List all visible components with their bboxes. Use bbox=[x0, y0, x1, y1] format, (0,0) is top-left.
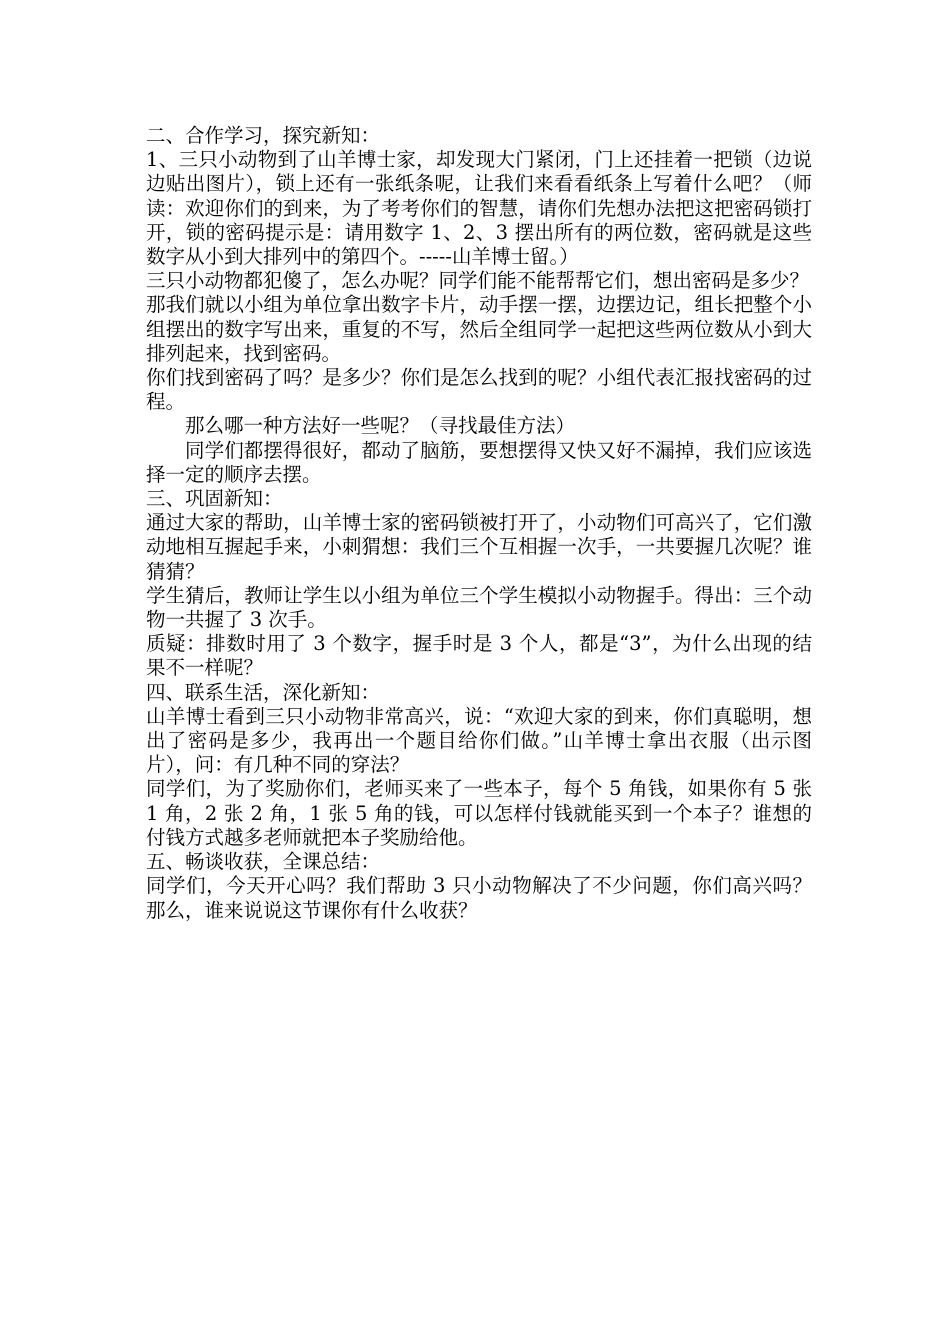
section-heading-consolidate: 三、巩固新知： bbox=[146, 487, 283, 511]
paragraph-order-summary: 同学们都摆得很好，都动了脑筋，要想摆得又快又好不漏掉，我们应该选择一定的顺序去摆。 bbox=[146, 438, 812, 486]
section-heading-summary: 五、畅谈收获，全课总结： bbox=[146, 850, 381, 874]
paragraph-group-activity: 那我们就以小组为单位拿出数字卡片，动手摆一摆，边摆边记，组长把整个小组摆出的数字写出来，重复的不写，然后全组同学一起把这些两位数从小到大排列起来，找到密码。 bbox=[146, 293, 812, 365]
paragraph-handshake-question: 通过大家的帮助，山羊博士家的密码锁被打开了，小动物们可高兴了，它们激动地相互握起手来，小刺猬想：我们三个互相握一次手，一共要握几次呢？谁猜猜？ bbox=[146, 511, 812, 583]
paragraph-question-difference: 质疑：排数时用了 3 个数字，握手时是 3 个人，都是“3”，为什么出现的结果不一样呢？ bbox=[146, 632, 812, 680]
paragraph-best-method: 那么哪一种方法好一些呢？（寻找最佳方法） bbox=[185, 414, 576, 438]
paragraph-money-question: 同学们，为了奖励你们，老师买来了一些本子，每个 5 角钱，如果你有 5 张 1 角，2 张 2 角，1 张 5 角的钱，可以怎样付钱就能买到一个本子？谁想的付钱方式越多老师就把本子奖励给他。 bbox=[146, 777, 812, 849]
document-body bbox=[146, 124, 812, 923]
paragraph-clothes-question: 山羊博士看到三只小动物非常高兴，说：“欢迎大家的到来，你们真聪明，想出了密码是多少，我再出一个题目给你们做。”山羊博士拿出衣服（出示图片），问：有几种不同的穿法？ bbox=[146, 704, 812, 777]
paragraph-password-lock-story: 1、三只小动物到了山羊博士家，却发现大门紧闭，门上还挂着一把锁（边说边贴出图片），锁上还有一张纸条呢，让我们来看看纸条上写着什么吧？（师读：欢迎你们的到来，为了考考你们的智慧，请你们先想办法把这把密码锁打开，锁的密码提示是：请用数字 1、2、3 摆出所有的两位数，密码就是这些数字从小到大排列中的第四个。-----山羊博士留。） bbox=[146, 148, 812, 269]
paragraph-animals-confused: 三只小动物都犯傻了，怎么办呢？同学们能不能帮帮它们，想出密码是多少？ bbox=[146, 269, 810, 293]
section-heading-cooperative-learning: 二、合作学习，探究新知： bbox=[146, 124, 381, 147]
section-heading-real-life: 四、联系生活，深化新知： bbox=[146, 680, 381, 704]
paragraph-handshake-simulation: 学生猜后，教师让学生以小组为单位三个学生模拟小动物握手。得出：三个动物一共握了 3 次手。 bbox=[146, 583, 812, 632]
paragraph-closing: 同学们，今天开心吗？我们帮助 3 只小动物解决了不少问题，你们高兴吗？那么，谁来说说这节课你有什么收获？ bbox=[146, 874, 812, 922]
paragraph-find-password: 你们找到密码了吗？是多少？你们是怎么找到的呢？小组代表汇报找密码的过程。 bbox=[146, 366, 812, 414]
